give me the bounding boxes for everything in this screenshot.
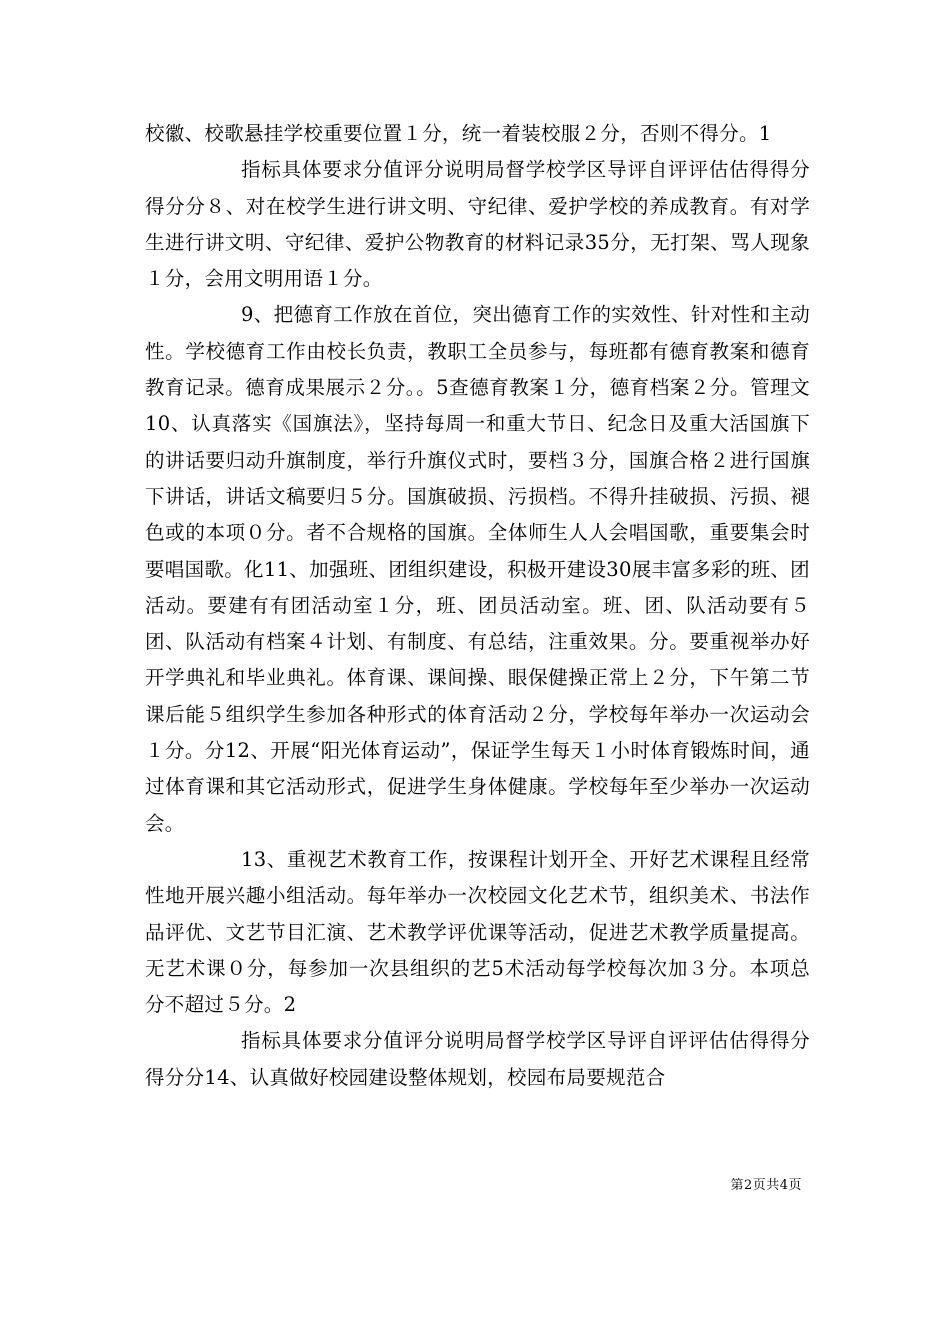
page-number: 第2页共4页 — [730, 1178, 802, 1193]
paragraph-5: 指标具体要求分值评分说明局督学校学区导评自评评估估得得分得分分14、认真做好校园建设整体规划，校园布局要规范合 — [145, 1029, 810, 1089]
paragraph-4: 13、重视艺术教育工作，按课程计划开全、开好艺术课程且经常性地开展兴趣小组活动。每年举办一次校园文化艺术节，组织美术、书法作品评优、文艺节目汇演、艺术教学评优课等活动，促进艺术教学质量提高。无艺术课０分，每参加一次县组织的艺5术活动每学校每次加３分。本项总分不超过５分。2 — [145, 847, 810, 1017]
document-body — [145, 116, 810, 1096]
paragraph-2: 指标具体要求分值评分说明局督学校学区导评自评评估估得得分得分分８、对在校学生进行讲文明、守纪律、爱护学校的养成教育。有对学生进行讲文明、守纪律、爱护公物教育的材料记录35分，无打架、骂人现象１分，会用文明用语１分。 — [145, 158, 810, 291]
paragraph-3: 9、把德育工作放在首位，突出德育工作的实效性、针对性和主动性。学校德育工作由校长负责，教职工全员参与，每班都有德育教案和德育教育记录。德育成果展示２分。。5查德育教案１分，德育档案２分。管理文10、认真落实《国旗法》，坚持每周一和重大节日、纪念日及重大活国旗下的讲话要归动升旗制度，举行升旗仪式时，要档３分，国旗合格２进行国旗下讲话，讲话文稿要归５分。国旗破损、污损档。不得升挂破损、污损、褪色或的本项０分。者不合规格的国旗。全体师生人人会唱国歌，重要集会时要唱国歌。化11、加强班、团组织建设，积极开建设30展丰富多彩的班、团活动。要建有有团活动室１分，班、团员活动室。班、团、队活动要有５团、队活动有档案４计划、有制度、有总结，注重效果。分。要重视举办好开学典礼和毕业典礼。体育课、课间操、眼保健操正常上２分，下午第二节课后能５组织学生参加各种形式的体育活动２分，学校每年举办一次运动会１分。分12、开展“阳光体育运动”，保证学生每天１小时体育锻炼时间，通过体育课和其它活动形式，促进学生身体健康。学校每年至少举办一次运动会。 — [145, 303, 810, 835]
paragraph-1: 校徽、校歌悬挂学校重要位置１分，统一着装校服２分，否则不得分。1 — [145, 122, 772, 145]
